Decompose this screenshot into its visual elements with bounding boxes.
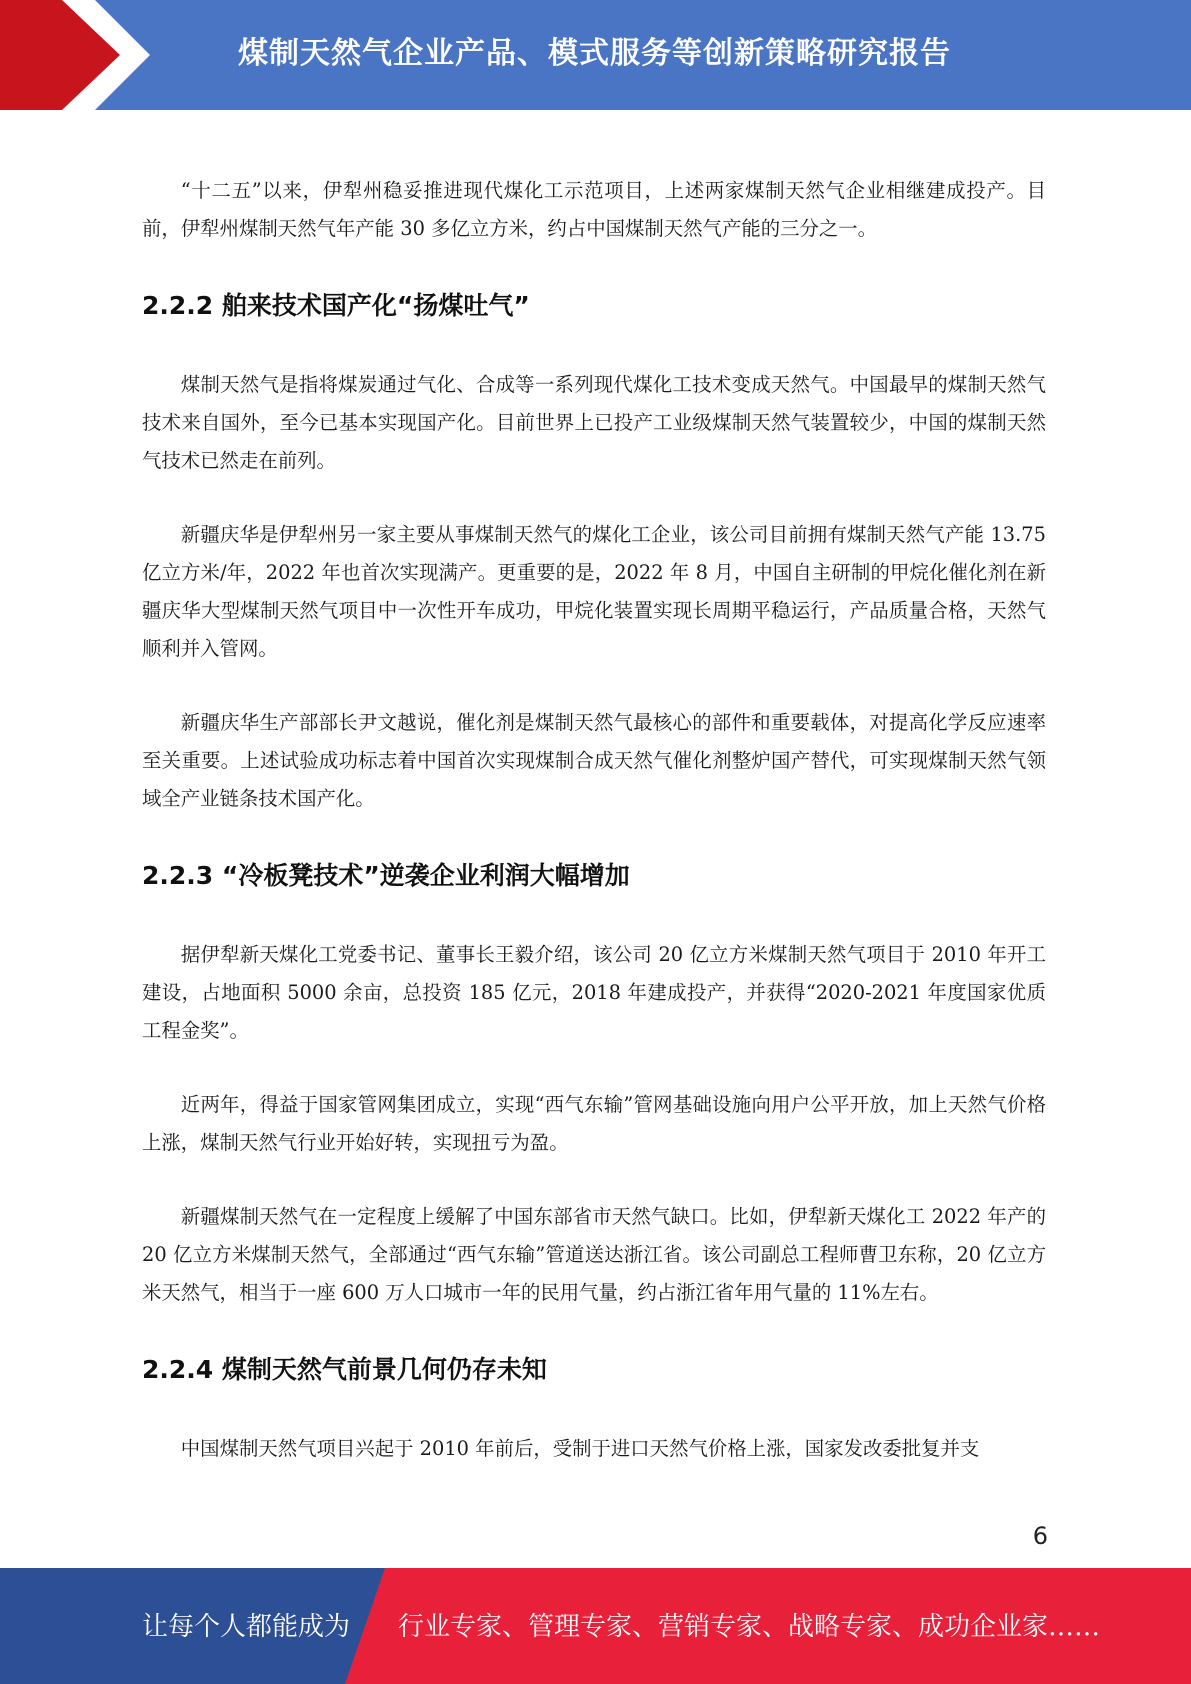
page-footer — [0, 1568, 1191, 1684]
section-heading-2-2-4: 2.2.4 煤制天然气前景几何仍存未知 — [142, 1355, 547, 1384]
paragraph: 据伊犁新天煤化工党委书记、董事长王毅介绍，该公司 20 亿立方米煤制天然气项目于 2010 年开工建设，占地面积 5000 余亩，总投资 185 亿元，2018 年建成投产，并获得“2020-2021 年度国家优质工程金奖”。 — [142, 943, 1046, 1042]
document-body — [142, 172, 1046, 1468]
paragraph: 新疆庆华是伊犁州另一家主要从事煤制天然气的煤化工企业，该公司目前拥有煤制天然气产能 13.75 亿立方米/年，2022 年也首次实现满产。更重要的是，2022 年 8 月，中国自主研制的甲烷化催化剂在新疆庆华大型煤制天然气项目中一次性开车成功，甲烷化装置实现长周期平稳运行，产品质量合格，天然气顺利并入管网。 — [142, 523, 1046, 660]
paragraph: “十二五”以来，伊犁州稳妥推进现代煤化工示范项目，上述两家煤制天然气企业相继建成投产。目前，伊犁州煤制天然气年产能 30 多亿立方米，约占中国煤制天然气产能的三分之一。 — [142, 179, 1046, 240]
footer-slogan-left: 让每个人都能成为 — [142, 1612, 351, 1642]
section-heading-2-2-3: 2.2.3 “冷板凳技术”逆袭企业利润大幅增加 — [142, 861, 630, 890]
paragraph: 新疆煤制天然气在一定程度上缓解了中国东部省市天然气缺口。比如，伊犁新天煤化工 2022 年产的 20 亿立方米煤制天然气，全部通过“西气东输”管道送达浙江省。该公司副总工程师曹卫东称，20 亿立方米天然气，相当于一座 600 万人口城市一年的民用气量，约占浙江省年用气量的 11%左右。 — [142, 1205, 1046, 1304]
paragraph: 新疆庆华生产部部长尹文越说，催化剂是煤制天然气最核心的部件和重要载体，对提高化学反应速率至关重要。上述试验成功标志着中国首次实现煤制合成天然气催化剂整炉国产替代，可实现煤制天然气领域全产业链条技术国产化。 — [142, 711, 1046, 810]
paragraph: 煤制天然气是指将煤炭通过气化、合成等一系列现代煤化工技术变成天然气。中国最早的煤制天然气技术来自国外，至今已基本实现国产化。目前世界上已投产工业级煤制天然气装置较少，中国的煤制天然气技术已然走在前列。 — [142, 373, 1046, 472]
page-number: 6 — [1032, 1522, 1048, 1550]
section-heading-2-2-2: 2.2.2 舶来技术国产化“扬煤吐气” — [142, 291, 530, 320]
footer-slogan-right: 行业专家、管理专家、营销专家、战略专家、成功企业家…… — [398, 1612, 1101, 1642]
paragraph: 中国煤制天然气项目兴起于 2010 年前后，受制于进口天然气价格上涨，国家发改委批复并支 — [180, 1437, 980, 1460]
report-title: 煤制天然气企业产品、模式服务等创新策略研究报告 — [238, 36, 951, 71]
paragraph: 近两年，得益于国家管网集团成立，实现“西气东输”管网基础设施向用户公平开放，加上天然气价格上涨，煤制天然气行业开始好转，实现扭亏为盈。 — [142, 1093, 1046, 1154]
page-header — [0, 0, 1191, 110]
